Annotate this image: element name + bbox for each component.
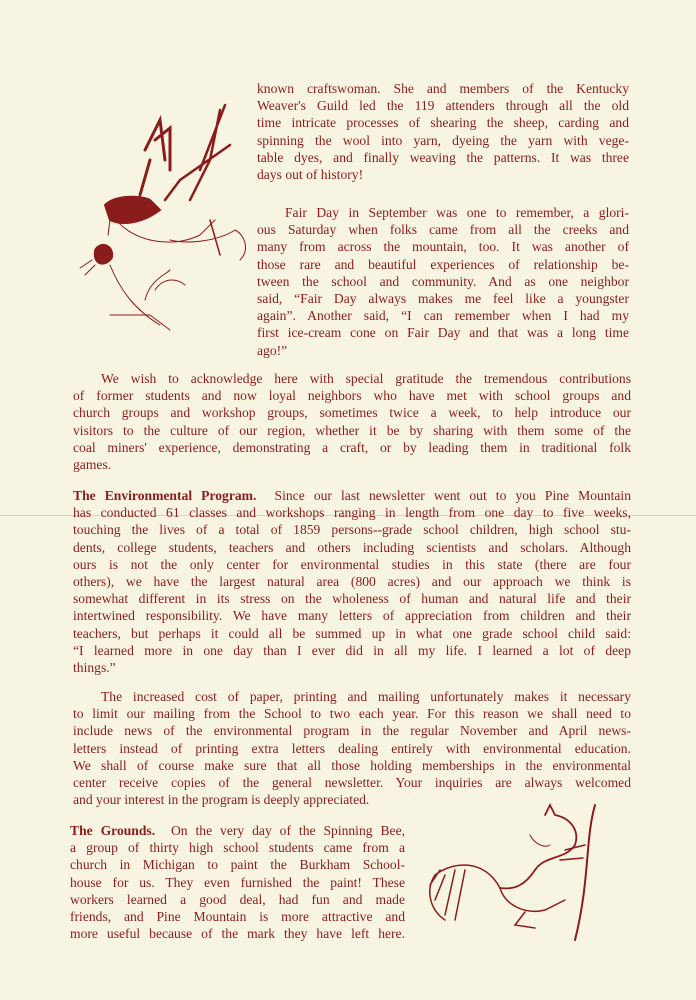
text-line: intertwined responsibility. We have many letters of appreciation from children and their — [73, 608, 631, 624]
text-line: church in Michigan to paint the Burkham School- — [70, 857, 405, 873]
text-line: visitors to the culture of our region, whether it be by sharing with them some of the — [73, 422, 631, 438]
text-line: church groups and workshop groups, sometimes twice a week, to help introduce our — [73, 405, 631, 421]
text-line: teachers, but perhaps it could all be summed up in what one grade school child said: — [73, 625, 631, 641]
grounds-section — [70, 822, 405, 942]
text-line: and your interest in the program is deeply appreciated. — [73, 792, 370, 808]
text-line: many from across the mountain, too. It was another of — [257, 239, 629, 255]
text-line: said, “Fair Day always makes me feel like a youngster — [257, 290, 629, 306]
text-line: to limit our mailing from the School to two each year. For this reason we shall need to — [73, 706, 631, 722]
text-line: Weaver's Guild led the 119 attenders through all the old — [257, 98, 629, 114]
environmental-program-section — [73, 487, 631, 676]
text-line: Fair Day in September was one to remember, a glori- — [285, 205, 629, 220]
text-line: things.” — [73, 659, 116, 675]
text-line: first ice-cream cone on Fair Day and that was a long time — [257, 325, 629, 341]
text-line: others), we have the largest natural area (800 acres) and our approach we think is — [73, 573, 631, 589]
text-span: On the very day of the Spinning Bee, — [170, 823, 405, 838]
bird-illustration — [70, 100, 255, 340]
section-heading: The Grounds. — [70, 823, 156, 838]
text-line: ours is not the only center for environmental studies in this state (there are four — [73, 556, 631, 572]
text-line: We wish to acknowledge here with special gratitude the tremendous contributions — [101, 371, 631, 386]
text-line: has conducted 61 classes and workshops ranging in length from one day to five weeks, — [73, 505, 631, 521]
text-line: touching the lives of a total of 1859 persons--grade school children, high school stu- — [73, 522, 631, 538]
text-line — [73, 487, 631, 504]
text-span: Since our last newsletter went out to you Pine Mountain — [274, 488, 631, 503]
mailing-cost-paragraph — [73, 688, 631, 808]
text-line: friends, and Pine Mountain is more attractive and — [70, 908, 405, 924]
text-line — [70, 822, 405, 839]
section-heading: The Environmental Program. — [73, 488, 257, 503]
text-line: letters instead of printing extra letters dealing entirely with environmental education. — [73, 740, 631, 756]
text-line: more useful because of the mark they have left here. — [70, 926, 405, 942]
text-line: those rare and beautiful experiences of relationship be- — [257, 256, 629, 272]
text-line: center receive copies of the general newsletter. Your inquiries are always welcomed — [73, 774, 631, 790]
text-line: again”. Another said, “I can remember when I had my — [257, 308, 629, 324]
squirrel-illustration — [425, 800, 615, 950]
text-line: coal miners' experience, demonstrating a craft, or by leading them in traditional folk — [73, 439, 631, 455]
text-line: days out of history! — [257, 166, 364, 182]
text-line: ous Saturday when folks came from all the creeks and — [257, 222, 629, 238]
gratitude-paragraph — [73, 370, 631, 473]
text-line: We shall of course make sure that all those holding memberships in the environmental — [73, 757, 631, 773]
text-line: house for us. They even furnished the paint! These — [70, 874, 405, 890]
text-line: spinning the wool into yarn, dyeing the yarn with vege- — [257, 132, 629, 148]
text-line: somewhat different in its stress on the wholeness of human and natural life and their — [73, 591, 631, 607]
text-line: games. — [73, 456, 112, 472]
text-line: “I learned more in one day than I ever did in all my life. I learned a lot of deep — [73, 642, 631, 658]
fair-day-paragraph — [257, 204, 629, 359]
text-line: include news of the environmental program in the regular November and April news- — [73, 723, 631, 739]
text-line: of former students and now loyal neighbors who have met with school groups and — [73, 388, 631, 404]
text-line: dents, college students, teachers and others including scientists and scholars. Although — [73, 539, 631, 555]
text-line: table dyes, and finally weaving the patterns. It was three — [257, 149, 629, 165]
text-line: tween the school and community. And as one neighbor — [257, 273, 629, 289]
text-line: known craftswoman. She and members of the Kentucky — [257, 81, 629, 96]
text-line: The increased cost of paper, printing and mailing unfortunately makes it necessary — [101, 689, 631, 704]
text-line: ago!” — [257, 342, 288, 358]
weavers-paragraph — [257, 80, 629, 183]
text-line: a group of thirty high school students came from a — [70, 840, 405, 856]
text-line: time intricate processes of shearing the sheep, carding and — [257, 115, 629, 131]
text-line: workers learned a good deal, had fun and made — [70, 891, 405, 907]
